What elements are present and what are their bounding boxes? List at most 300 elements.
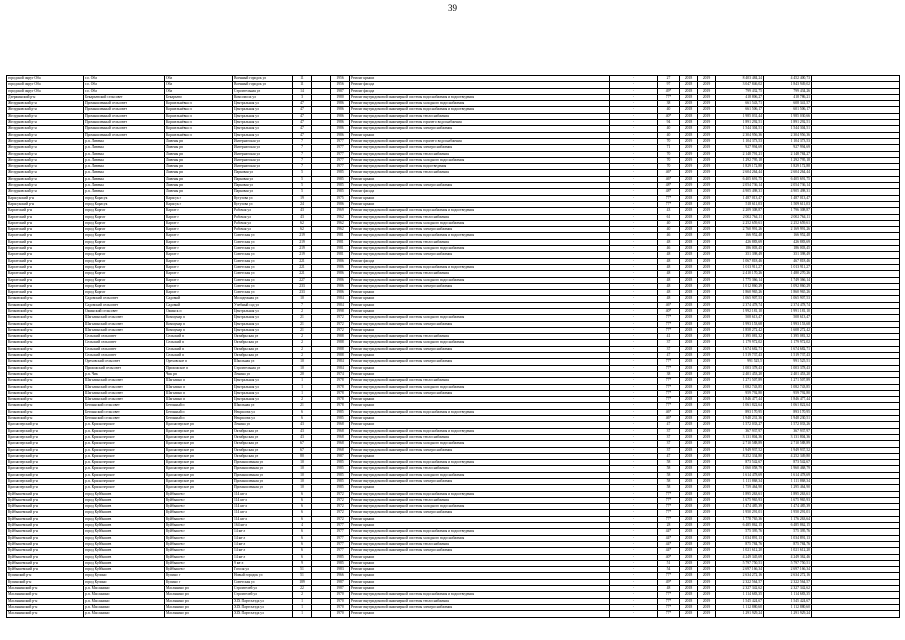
plan-end-year-cell: 2019: [698, 246, 716, 252]
planned-cost-cell: 575 395,76: [716, 529, 764, 535]
house-number-cell: 5: [293, 189, 312, 195]
settlement-cell: Садовский сельсовет: [84, 302, 165, 308]
plan-start-year-cell: 2019: [680, 170, 698, 176]
locality-cell: Ливены рп: [165, 189, 233, 195]
planned-cost-cell: 873 542,67: [716, 460, 764, 466]
year-built-cell: 1968: [331, 428, 350, 434]
year-built-cell: 1972: [331, 510, 350, 516]
street-cell: 114 кв-л: [233, 510, 293, 516]
approved-cost-cell: 2 252 659,61: [764, 220, 812, 226]
street-cell: Комсомола ул: [233, 94, 293, 100]
planned-cost-cell: 2 148 791,21: [716, 151, 764, 157]
municipal-district-cell: Краснозерский р-н: [7, 441, 84, 447]
plan-end-year-cell: 2019: [698, 302, 716, 308]
locality-cell: Коршельнёвка п: [165, 113, 233, 119]
work-volume-cell: -: [610, 315, 658, 321]
work-volume-cell: -: [610, 516, 658, 522]
locality-cell: Куйбышев г: [165, 541, 233, 547]
street-cell: Промышленная ул: [233, 472, 293, 478]
year-built-cell: 1986: [331, 101, 350, 107]
approved-cost-cell: 2 401 453,20: [764, 371, 812, 377]
house-number-cell: 6: [293, 497, 312, 503]
approved-cost-cell: 1 292 795,18: [764, 157, 812, 163]
work-type-cell: Ремонт крыши: [350, 567, 610, 573]
priority-cell: 54: [658, 567, 680, 573]
municipal-district-cell: Купинский р-н: [7, 579, 84, 585]
work-type-cell: Ремонт внутридомовой инженерной системы теплоснабжения: [350, 598, 610, 604]
plan-end-year-cell: 2019: [698, 554, 716, 560]
settlement-cell: Шагалинский сельсовет: [84, 327, 165, 333]
plan-end-year-cell: 2019: [698, 277, 716, 283]
priority-cell: 46*: [658, 409, 680, 415]
street-cell: Строителей ул: [233, 592, 293, 598]
work-volume-cell: -: [610, 88, 658, 94]
year-built-cell: 1986: [331, 113, 350, 119]
municipal-district-cell: Каргатский р-н: [7, 220, 84, 226]
priority-cell: 77*: [658, 510, 680, 516]
settlement-cell: р.п. Краснозерское: [84, 441, 165, 447]
priority-cell: 77*: [658, 321, 680, 327]
planned-cost-cell: 1 111 868,34: [716, 479, 764, 485]
settlement-cell: Промышленный сельсовет: [84, 107, 165, 113]
planned-cost-cell: 5 797 750,51: [716, 560, 764, 566]
municipal-district-cell: Желудковский р-н: [7, 126, 84, 132]
street-cell: Рабочая ул: [233, 227, 293, 233]
year-built-cell: 1962: [331, 220, 350, 226]
work-volume-cell: -: [610, 548, 658, 554]
street-cell: Октябрьская ул: [233, 346, 293, 352]
plan-start-year-cell: 2019: [680, 151, 698, 157]
priority-cell: 70: [658, 157, 680, 163]
work-type-cell: Ремонт крыши: [350, 403, 610, 409]
work-type-cell: Ремонт крыши: [350, 76, 610, 82]
street-cell: Некрасова ул: [233, 409, 293, 415]
plan-start-year-cell: 2018: [680, 579, 698, 585]
planned-cost-cell: 799 432,75: [716, 88, 764, 94]
locality-cell: Чик рп: [165, 371, 233, 377]
locality-cell: Ливены рп: [165, 145, 233, 151]
plan-end-year-cell: 2019: [698, 227, 716, 233]
settlement-cell: город Куйбышев: [84, 529, 165, 535]
locality-cell: Каргат г: [165, 258, 233, 264]
street-cell: XIX Партсъезда ул: [233, 604, 293, 610]
street-cell: Советская ул: [233, 258, 293, 264]
work-volume-cell: -: [610, 82, 658, 88]
municipal-district-cell: Купинский р-н: [7, 573, 84, 579]
approved-cost-cell: 1 796 308,87: [764, 208, 812, 214]
locality-cell: Каргат г: [165, 283, 233, 289]
planned-cost-cell: 3 131 804,36: [716, 434, 764, 440]
year-built-cell: 1986: [331, 277, 350, 283]
work-volume-cell: -: [610, 541, 658, 547]
locality-cell: Каргат г: [165, 239, 233, 245]
street-cell: 114 кв-л: [233, 497, 293, 503]
municipal-district-cell: Куйбышевский р-н: [7, 554, 84, 560]
year-built-cell: 1966: [331, 573, 350, 579]
approved-cost-cell: 1 395 081,32: [764, 334, 812, 340]
locality-cell: Шагалино п: [165, 390, 233, 396]
municipal-district-cell: Краснозерский р-н: [7, 428, 84, 434]
municipal-district-cell: Куйбышевский р-н: [7, 516, 84, 522]
municipal-district-cell: Каргатский р-н: [7, 271, 84, 277]
locality-cell: Коршельнёвка п: [165, 120, 233, 126]
priority-cell: 40: [658, 126, 680, 132]
house-number-cell: 6: [293, 491, 312, 497]
settlement-cell: город Куйбышев: [84, 535, 165, 541]
plan-start-year-cell: 2018: [680, 611, 698, 617]
municipal-district-cell: Карасукский р-н: [7, 195, 84, 201]
house-number-cell: 10: [293, 296, 312, 302]
year-built-cell: 1972: [331, 516, 350, 522]
planned-cost-cell: 1 021 612,20: [716, 548, 764, 554]
approved-cost-cell: 601 506,17: [764, 107, 812, 113]
approved-cost-cell: 1 895 263,61: [764, 491, 812, 497]
locality-cell: Куйбышев г: [165, 554, 233, 560]
work-type-cell: Ремонт внутридомовой инженерной системы теплоснабжения: [350, 271, 610, 277]
work-volume-cell: -: [610, 485, 658, 491]
planned-cost-cell: 1 519 737,43: [716, 353, 764, 359]
settlement-cell: город Куйбышев: [84, 548, 165, 554]
priority-cell: 37: [658, 441, 680, 447]
priority-cell: 47: [658, 353, 680, 359]
settlement-cell: Промышленный сельсовет: [84, 120, 165, 126]
year-built-cell: 1984: [331, 365, 350, 371]
locality-cell: Бетонный п: [165, 403, 233, 409]
plan-start-year-cell: 2018: [680, 290, 698, 296]
plan-end-year-cell: 2019: [698, 611, 716, 617]
municipal-district-cell: Желудковский р-н: [7, 101, 84, 107]
settlement-cell: р.п. Ливены: [84, 164, 165, 170]
work-volume-cell: -: [610, 460, 658, 466]
planned-cost-cell: 1 993 153,68: [716, 321, 764, 327]
plan-start-year-cell: 2018: [680, 176, 698, 182]
plan-end-year-cell: 2019: [698, 327, 716, 333]
settlement-cell: Сельский сельсовет: [84, 340, 165, 346]
plan-end-year-cell: 2019: [698, 296, 716, 302]
priority-cell: 48*: [658, 183, 680, 189]
plan-start-year-cell: 2018: [680, 573, 698, 579]
approved-cost-cell: 2 634 272,16: [764, 573, 812, 579]
approved-cost-cell: 1 176 263,64: [764, 516, 812, 522]
municipal-district-cell: Кочковский р-н: [7, 397, 84, 403]
planned-cost-cell: 959 792,80: [716, 390, 764, 396]
settlement-cell: Шагалинский сельсовет: [84, 378, 165, 384]
approved-cost-cell: 2 604 264,44: [764, 170, 812, 176]
street-cell: Рабочая ул: [233, 220, 293, 226]
planned-cost-cell: 2 634 272,16: [716, 573, 764, 579]
house-number-cell: 51: [293, 573, 312, 579]
street-cell: 114 кв-л: [233, 504, 293, 510]
plan-end-year-cell: 2019: [698, 107, 716, 113]
year-built-cell: 1986: [331, 290, 350, 296]
street-cell: Центральная ул: [233, 315, 293, 321]
year-built-cell: 1978: [331, 403, 350, 409]
year-built-cell: 1986: [331, 271, 350, 277]
approved-cost-cell: 1 545 424,67: [764, 598, 812, 604]
municipal-district-cell: Кочковский р-н: [7, 371, 84, 377]
settlement-cell: город Куйбышев: [84, 510, 165, 516]
street-cell: Интернатская ул: [233, 151, 293, 157]
house-number-cell: 19: [293, 195, 312, 201]
plan-start-year-cell: 2018: [680, 497, 698, 503]
plan-start-year-cell: 2018: [680, 76, 698, 82]
work-type-cell: Ремонт внутридомовой инженерной системы электроснабжения: [350, 145, 610, 151]
work-volume-cell: -: [610, 497, 658, 503]
approved-cost-cell: 1 846 477,44: [764, 397, 812, 403]
street-cell: Советская ул: [233, 283, 293, 289]
locality-cell: Шагалино п: [165, 384, 233, 390]
municipal-district-cell: Каргатский р-н: [7, 233, 84, 239]
house-number-cell: 233: [293, 290, 312, 296]
street-cell: Парковая ул: [233, 176, 293, 182]
plan-end-year-cell: 2019: [698, 378, 716, 384]
street-cell: Центральная ул: [233, 378, 293, 384]
priority-cell: 37: [658, 447, 680, 453]
planned-cost-cell: 186 003,45: [716, 246, 764, 252]
locality-cell: Прихожское п: [165, 365, 233, 371]
priority-cell: 77*: [658, 611, 680, 617]
planned-cost-cell: 1 572 033,27: [716, 422, 764, 428]
house-number-cell: 14: [293, 88, 312, 94]
plan-start-year-cell: 2018: [680, 434, 698, 440]
planned-cost-cell: 2 304 956,36: [716, 132, 764, 138]
work-type-cell: Ремонт крыши: [350, 560, 610, 566]
work-volume-cell: -: [610, 453, 658, 459]
planned-cost-cell: 2 401 453,20: [716, 371, 764, 377]
work-type-cell: Ремонт внутридомовой инженерной системы электроснабжения: [350, 510, 610, 516]
plan-start-year-cell: 2018: [680, 233, 698, 239]
work-volume-cell: -: [610, 283, 658, 289]
house-number-cell: 7: [293, 138, 312, 144]
municipal-district-cell: Каргатский р-н: [7, 239, 84, 245]
priority-cell: 70: [658, 151, 680, 157]
house-number-cell: 1: [293, 390, 312, 396]
planned-cost-cell: 166 952,48: [716, 233, 764, 239]
plan-end-year-cell: 2019: [698, 334, 716, 340]
municipal-district-cell: Куйбышевский р-н: [7, 567, 84, 573]
work-type-cell: Ремонт крыши: [350, 365, 610, 371]
year-built-cell: 1984: [331, 296, 350, 302]
street-cell: Гоголя ул: [233, 567, 293, 573]
municipal-district-cell: Желудковский р-н: [7, 132, 84, 138]
planned-cost-cell: 2 410 170,26: [716, 271, 764, 277]
locality-cell: Каргат г: [165, 227, 233, 233]
house-number-cell: 6: [293, 510, 312, 516]
priority-cell: 38: [658, 101, 680, 107]
work-type-cell: Ремонт крыши: [350, 573, 610, 579]
plan-start-year-cell: 2018: [680, 428, 698, 434]
municipal-district-cell: Каргатский р-н: [7, 264, 84, 270]
approved-cost-cell: 1 295 464,90: [764, 485, 812, 491]
year-built-cell: 1972: [331, 491, 350, 497]
settlement-cell: город Карасук: [84, 201, 165, 207]
house-number-cell: 43: [293, 434, 312, 440]
approved-cost-cell: 991 525,51: [764, 359, 812, 365]
approved-cost-cell: 927 994,69: [764, 145, 812, 151]
approved-cost-cell: 875 784,76: [764, 541, 812, 547]
work-volume-cell: -: [610, 611, 658, 617]
priority-cell: 48: [658, 290, 680, 296]
locality-cell: Каргат г: [165, 233, 233, 239]
year-built-cell: 1972: [331, 497, 350, 503]
plan-end-year-cell: 2019: [698, 195, 716, 201]
plan-start-year-cell: 2018: [680, 227, 698, 233]
priority-cell: 40: [658, 220, 680, 226]
street-cell: Советская ул: [233, 252, 293, 258]
locality-cell: Ливены рп: [165, 138, 233, 144]
year-built-cell: 1984: [331, 359, 350, 365]
work-type-cell: Ремонт внутридомовой инженерной системы теплоснабжения: [350, 497, 610, 503]
municipal-district-cell: Желудковский р-н: [7, 120, 84, 126]
priority-cell: 47: [658, 453, 680, 459]
priority-cell: 40*: [658, 554, 680, 560]
plan-end-year-cell: 2019: [698, 447, 716, 453]
house-number-cell: 6: [293, 516, 312, 522]
settlement-cell: г.о. Оба: [84, 88, 165, 94]
year-built-cell: 1986: [331, 283, 350, 289]
approved-cost-cell: 1 487 013,47: [764, 195, 812, 201]
house-number-cell: 10: [293, 472, 312, 478]
plan-end-year-cell: 2019: [698, 145, 716, 151]
municipal-district-cell: Кочковский р-н: [7, 315, 84, 321]
work-volume-cell: -: [610, 479, 658, 485]
work-volume-cell: -: [610, 290, 658, 296]
work-type-cell: Ремонт крыши: [350, 327, 610, 333]
municipal-district-cell: Маслянинский р-н: [7, 604, 84, 610]
plan-start-year-cell: 2018: [680, 541, 698, 547]
settlement-cell: Сельский сельсовет: [84, 334, 165, 340]
year-built-cell: 1985: [331, 416, 350, 422]
house-number-cell: 2: [293, 346, 312, 352]
year-built-cell: 1984: [331, 302, 350, 308]
municipal-district-cell: Кочковский р-н: [7, 302, 84, 308]
work-type-cell: Ремонт внутридомовой инженерной системы горячего водоснабжения: [350, 138, 610, 144]
municipal-district-cell: Карасукский р-н: [7, 201, 84, 207]
street-cell: Военный городок ул: [233, 76, 293, 82]
municipal-district-cell: Желудковский р-н: [7, 113, 84, 119]
locality-cell: Каргат г: [165, 214, 233, 220]
priority-cell: 58: [658, 485, 680, 491]
planned-cost-cell: 1 112 880,60: [716, 604, 764, 610]
municipal-district-cell: Маслянинский р-н: [7, 592, 84, 598]
year-built-cell: 1972: [331, 321, 350, 327]
planned-cost-cell: 2 002 764,11: [716, 214, 764, 220]
settlement-cell: Шагалинский сельсовет: [84, 315, 165, 321]
work-type-cell: Ремонт крыши: [350, 176, 610, 182]
settlement-cell: Ожинский сельсовет: [84, 308, 165, 314]
planned-cost-cell: 6 485 862,15: [716, 523, 764, 529]
plan-end-year-cell: 2019: [698, 485, 716, 491]
settlement-cell: Бетоннский сельсовет: [84, 409, 165, 415]
settlement-cell: р.п. Краснозерское: [84, 485, 165, 491]
plan-end-year-cell: 2019: [698, 523, 716, 529]
street-cell: 14 кв-л: [233, 535, 293, 541]
street-cell: Советская ул: [233, 233, 293, 239]
street-cell: Центральная ул: [233, 132, 293, 138]
settlement-cell: Шагалинский сельсовет: [84, 384, 165, 390]
priority-cell: 77*: [658, 195, 680, 201]
settlement-cell: город Каргат: [84, 246, 165, 252]
plan-start-year-cell: 2018: [680, 416, 698, 422]
house-number-cell: 5: [293, 176, 312, 182]
year-built-cell: 1987: [331, 453, 350, 459]
plan-end-year-cell: 2019: [698, 573, 716, 579]
table-row: [7, 611, 900, 617]
priority-cell: 58: [658, 460, 680, 466]
priority-cell: 71: [658, 145, 680, 151]
year-built-cell: 1980: [331, 94, 350, 100]
settlement-cell: город Купино: [84, 579, 165, 585]
year-built-cell: 1985: [331, 554, 350, 560]
plan-end-year-cell: 2019: [698, 258, 716, 264]
plan-start-year-cell: 2018: [680, 346, 698, 352]
planned-cost-cell: 875 784,76: [716, 541, 764, 547]
house-number-cell: 5: [293, 170, 312, 176]
settlement-cell: город Каргат: [84, 290, 165, 296]
year-built-cell: 1985: [331, 460, 350, 466]
locality-cell: Краснозерское рп: [165, 422, 233, 428]
house-number-cell: 10: [293, 485, 312, 491]
street-cell: Интернатская ул: [233, 157, 293, 163]
street-cell: Ленина ул: [233, 422, 293, 428]
locality-cell: Краснозерское рп: [165, 453, 233, 459]
street-cell: Советская ул: [233, 271, 293, 277]
plan-start-year-cell: 2018: [680, 208, 698, 214]
house-number-cell: 11: [293, 76, 312, 82]
settlement-cell: Сельский сельсовет: [84, 346, 165, 352]
year-built-cell: 1970: [331, 592, 350, 598]
plan-end-year-cell: 2019: [698, 94, 716, 100]
work-volume-cell: -: [610, 120, 658, 126]
work-type-cell: Ремонт внутридомовой инженерной системы теплоснабжения: [350, 239, 610, 245]
approved-cost-cell: 1 092 860,29: [764, 283, 812, 289]
street-cell: Строительная ул: [233, 88, 293, 94]
priority-cell: 44*: [658, 541, 680, 547]
settlement-cell: р.п. Краснозерское: [84, 453, 165, 459]
plan-start-year-cell: 2018: [680, 554, 698, 560]
approved-cost-cell: 1 480 270,26: [764, 271, 812, 277]
planned-cost-cell: 2 054 736,14: [716, 183, 764, 189]
planned-cost-cell: 2 374 478,74: [716, 302, 764, 308]
year-built-cell: 1968: [331, 422, 350, 428]
year-built-cell: 1968: [331, 441, 350, 447]
plan-end-year-cell: 2019: [698, 271, 716, 277]
priority-cell: 40*: [658, 308, 680, 314]
settlement-cell: город Каргат: [84, 277, 165, 283]
plan-start-year-cell: 2018: [680, 378, 698, 384]
year-built-cell: 1969: [331, 208, 350, 214]
plan-start-year-cell: 2018: [680, 472, 698, 478]
street-cell: 14 кв-л: [233, 554, 293, 560]
plan-end-year-cell: 2019: [698, 214, 716, 220]
approved-cost-cell: 893 170,95: [764, 409, 812, 415]
work-volume-cell: -: [610, 271, 658, 277]
planned-cost-cell: 1 065 907,53: [716, 296, 764, 302]
municipal-district-cell: Куйбышевский р-н: [7, 504, 84, 510]
work-type-cell: Ремонт внутридомовой инженерной системы электроснабжения: [350, 227, 610, 233]
street-cell: Октябрьская ул: [233, 428, 293, 434]
work-type-cell: Ремонт внутридомовой инженерной системы теплоснабжения: [350, 434, 610, 440]
priority-cell: 77*: [658, 315, 680, 321]
house-number-cell: 2: [293, 397, 312, 403]
settlement-cell: город Куйбышев: [84, 541, 165, 547]
municipal-district-cell: Краснозерский р-н: [7, 466, 84, 472]
settlement-cell: город Куйбышев: [84, 497, 165, 503]
plan-start-year-cell: 2018: [680, 271, 698, 277]
locality-cell: Каргат г: [165, 271, 233, 277]
settlement-cell: Ореховский сельсовет: [84, 359, 165, 365]
year-built-cell: 1972: [331, 327, 350, 333]
